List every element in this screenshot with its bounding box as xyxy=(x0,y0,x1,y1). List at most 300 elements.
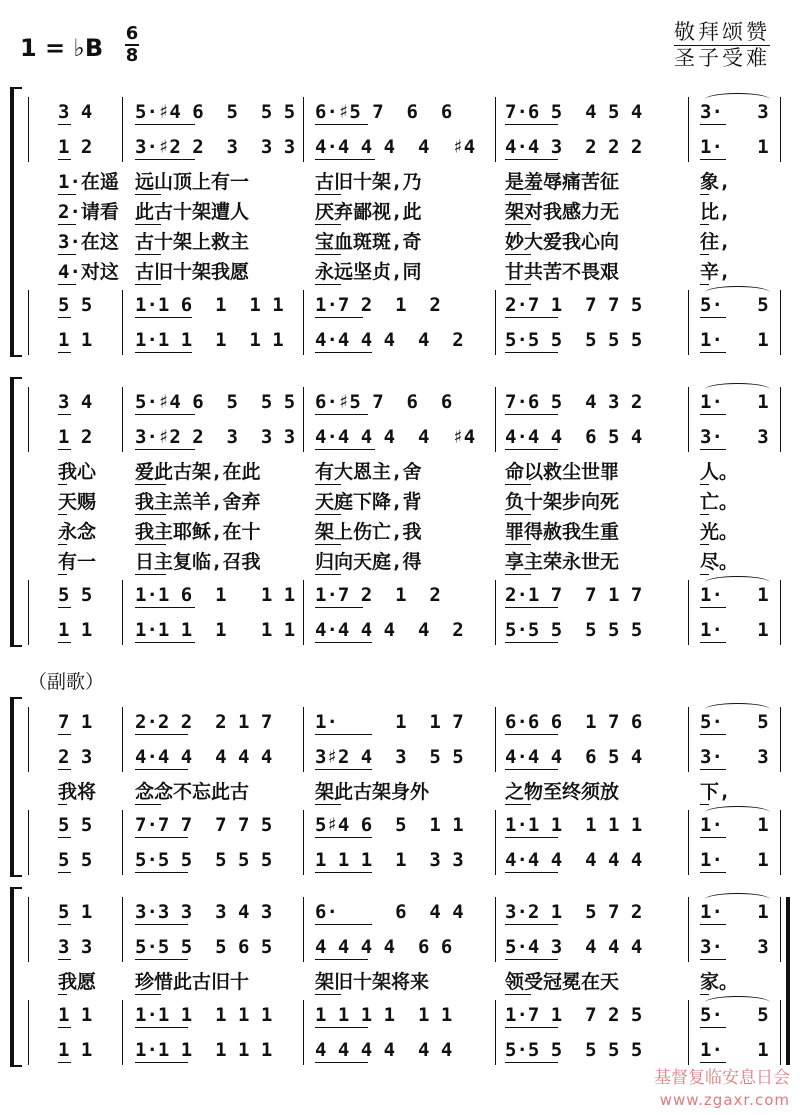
beam-underline xyxy=(135,414,195,415)
notation-measure: 1· 1 xyxy=(700,391,769,413)
upper-staff-line xyxy=(0,707,800,737)
notation-measure: 5· 5 xyxy=(700,1004,769,1026)
beam-underline xyxy=(58,544,67,545)
beam-underline xyxy=(700,317,726,318)
notation-measure: 4·4 4 6 5 4 xyxy=(505,746,643,768)
notation-measure: 3·在这 xyxy=(58,231,119,253)
tie-arc xyxy=(705,806,770,819)
beam-underline xyxy=(315,1062,368,1063)
notation-measure: 1 1 1 1 3 3 xyxy=(315,849,464,871)
beam-underline xyxy=(315,224,341,225)
beam-underline xyxy=(315,734,372,735)
upper-staff-line xyxy=(0,97,800,127)
notation-measure: 甘共苦不畏艰 xyxy=(505,261,620,283)
notation-measure: 1·1 6 1 1 1 xyxy=(135,584,296,606)
notation-measure: 宝血斑斑,奇 xyxy=(315,231,422,253)
notation-measure: 1·1 1 1 1 1 xyxy=(135,1039,273,1061)
notation-measure: 2·请看 xyxy=(58,201,119,223)
beam-underline xyxy=(135,574,166,575)
beam-underline xyxy=(135,317,192,318)
beam-underline xyxy=(315,414,368,415)
notation-measure: 架对我感力无 xyxy=(505,201,620,223)
beam-underline xyxy=(58,837,71,838)
notation-measure: 6·♯5 7 6 6 xyxy=(315,391,453,413)
beam-underline xyxy=(505,994,531,995)
notation-measure: 1 1 xyxy=(58,1004,93,1026)
beam-underline xyxy=(58,254,76,255)
upper-staff-line xyxy=(0,487,800,517)
beam-underline xyxy=(58,484,67,485)
lower-staff-line xyxy=(0,845,800,875)
beam-underline xyxy=(700,574,709,575)
notation-measure: 1· 1 xyxy=(700,901,769,923)
beam-underline xyxy=(505,804,531,805)
notation-measure: 人。 xyxy=(700,461,739,483)
watermark-line1: 基督复临安息日会 xyxy=(654,1068,790,1088)
beam-underline xyxy=(505,449,558,450)
notation-measure: 我主耶稣,在十 xyxy=(135,521,261,543)
beam-underline xyxy=(505,1027,558,1028)
upper-staff-line xyxy=(0,227,800,257)
beam-underline xyxy=(135,872,188,873)
beam-underline xyxy=(700,1027,726,1028)
beam-underline xyxy=(700,837,726,838)
upper-staff-line xyxy=(0,257,800,287)
beam-underline xyxy=(700,484,709,485)
notation-measure: 尽。 xyxy=(700,551,739,573)
notation-measure: 5 1 xyxy=(58,901,93,923)
beam-underline xyxy=(700,414,726,415)
beam-underline xyxy=(135,254,161,255)
score-system xyxy=(0,85,800,355)
beam-underline xyxy=(135,544,166,545)
notation-measure: 架此古架身外 xyxy=(315,781,430,803)
notation-measure: 5·5 5 5 5 5 xyxy=(505,619,643,641)
notation-measure: 3♯2 4 3 5 5 xyxy=(315,746,464,768)
beam-underline xyxy=(315,352,372,353)
beam-underline xyxy=(700,994,709,995)
notation-measure: 4·4 4 4 4 4 xyxy=(505,849,643,871)
notation-measure: 是羞辱痛苦征 xyxy=(505,171,620,193)
beam-underline xyxy=(135,769,188,770)
notation-measure: 我心 xyxy=(58,461,97,483)
watermark xyxy=(654,1067,790,1111)
notation-measure: 6·6 6 1 7 6 xyxy=(505,711,643,733)
notation-measure: 4·4 4 4 4 ♯4 xyxy=(315,426,476,448)
beam-underline xyxy=(135,607,195,608)
notation-measure: 1· 1 xyxy=(700,619,769,641)
tie-arc xyxy=(705,286,770,299)
watermark-line2: www.zgaxr.com xyxy=(659,1091,790,1109)
beam-underline xyxy=(700,1062,726,1063)
notation-measure: 4 4 4 4 6 6 xyxy=(315,936,453,958)
beam-underline xyxy=(505,254,531,255)
notation-measure: 罪得赦我生重 xyxy=(505,521,620,543)
upper-staff-line xyxy=(0,167,800,197)
notation-measure: 妙大爱我心向 xyxy=(505,231,620,253)
notation-measure: 3·2 1 5 7 2 xyxy=(505,901,643,923)
notation-measure: 5·5 5 5 5 5 xyxy=(505,1039,643,1061)
beam-underline xyxy=(315,607,363,608)
beam-underline xyxy=(315,924,372,925)
notation-measure: 比, xyxy=(700,201,731,223)
notation-measure: 4·4 4 6 5 4 xyxy=(505,426,643,448)
beam-underline xyxy=(58,1062,71,1063)
upper-staff-line xyxy=(0,897,800,927)
notation-measure: 1 1 xyxy=(58,329,93,351)
upper-staff-line xyxy=(0,547,800,577)
score-system xyxy=(0,695,800,875)
beam-underline xyxy=(135,924,188,925)
beam-underline xyxy=(315,574,341,575)
notation-measure: 命以救尘世罪 xyxy=(505,461,620,483)
beam-underline xyxy=(700,804,709,805)
notation-measure: 3 4 xyxy=(58,391,93,413)
notation-measure: 象, xyxy=(700,171,731,193)
notation-measure: 下, xyxy=(700,781,731,803)
beam-underline xyxy=(700,254,709,255)
notation-measure: 爱此古架,在此 xyxy=(135,461,261,483)
notation-measure: 3·3 3 3 4 3 xyxy=(135,901,273,923)
beam-underline xyxy=(700,734,726,735)
notation-measure: 1·1 1 1 1 1 xyxy=(135,619,296,641)
notation-measure: 古十架上救主 xyxy=(135,231,250,253)
notation-measure: 亡。 xyxy=(700,491,739,513)
beam-underline xyxy=(505,959,558,960)
tie-arc xyxy=(705,996,770,1009)
beam-underline xyxy=(315,159,375,160)
beam-underline xyxy=(505,317,558,318)
beam-underline xyxy=(58,769,71,770)
beam-underline xyxy=(700,544,709,545)
lower-staff-line xyxy=(0,290,800,320)
beam-underline xyxy=(135,449,195,450)
notation-measure: 3 4 xyxy=(58,101,93,123)
notation-measure: 厌弃鄙视,此 xyxy=(315,201,422,223)
notation-measure: 5·4 3 4 4 4 xyxy=(505,936,643,958)
notation-measure: 远山顶上有一 xyxy=(135,171,250,193)
beam-underline xyxy=(58,804,67,805)
notation-measure: 日主复临,召我 xyxy=(135,551,261,573)
beam-underline xyxy=(505,194,531,195)
beam-underline xyxy=(58,607,71,608)
notation-measure: 1·7 2 1 2 xyxy=(315,584,441,606)
beam-underline xyxy=(135,1027,188,1028)
beam-underline xyxy=(700,769,726,770)
beam-underline xyxy=(700,449,726,450)
notation-measure: 5·5 5 5 5 5 xyxy=(505,329,643,351)
chorus-label: （副歌） xyxy=(28,671,105,693)
beam-underline xyxy=(505,607,558,608)
notation-measure: 归向天庭,得 xyxy=(315,551,422,573)
beam-underline xyxy=(58,124,71,125)
beam-underline xyxy=(315,544,341,545)
beam-underline xyxy=(135,959,188,960)
notation-measure: 2 3 xyxy=(58,746,93,768)
score-system xyxy=(0,375,800,645)
notation-measure: 永远坚贞,同 xyxy=(315,261,422,283)
notation-measure: 1· 1 xyxy=(700,1039,769,1061)
notation-measure: 2·7 1 7 7 5 xyxy=(505,294,643,316)
notation-measure: 5· 5 xyxy=(700,711,769,733)
notation-measure: 辛, xyxy=(700,261,731,283)
notation-measure: 有大恩主,舍 xyxy=(315,461,422,483)
meter-top: 6 xyxy=(125,23,139,44)
notation-measure: 3· 3 xyxy=(700,101,769,123)
notation-measure: 有一 xyxy=(58,551,97,573)
notation-measure: 4·4 4 4 4 4 xyxy=(135,746,273,768)
beam-underline xyxy=(505,159,558,160)
notation-measure: 家。 xyxy=(700,971,739,993)
notation-measure: 6· 6 4 4 xyxy=(315,901,464,923)
beam-underline xyxy=(505,124,558,125)
beam-underline xyxy=(505,769,558,770)
notation-measure: 4·4 4 4 4 2 xyxy=(315,329,464,351)
upper-staff-line xyxy=(0,422,800,452)
notation-measure: 3· 3 xyxy=(700,426,769,448)
notation-measure: 之物至终须放 xyxy=(505,781,620,803)
notation-measure: 1· 1 xyxy=(700,814,769,836)
notation-measure: 1 1 xyxy=(58,1039,93,1061)
beam-underline xyxy=(135,284,161,285)
beam-underline xyxy=(58,1027,71,1028)
notation-measure: 5·5 5 5 6 5 xyxy=(135,936,273,958)
notation-measure: 1·7 1 7 2 5 xyxy=(505,1004,643,1026)
beam-underline xyxy=(315,642,372,643)
beam-underline xyxy=(700,959,726,960)
notation-measure: 1· 1 xyxy=(700,584,769,606)
notation-measure: 1 2 xyxy=(58,426,93,448)
upper-staff-line xyxy=(0,457,800,487)
beam-underline xyxy=(315,872,372,873)
notation-measure: 3· 3 xyxy=(700,936,769,958)
key-signature: 1 = ♭B xyxy=(20,34,104,62)
beam-underline xyxy=(58,352,71,353)
upper-staff-line xyxy=(0,932,800,962)
beam-underline xyxy=(505,1062,558,1063)
notation-measure: 5·♯4 6 5 5 5 xyxy=(135,101,296,123)
beam-underline xyxy=(135,484,166,485)
beam-underline xyxy=(315,254,341,255)
notation-measure: 负十架步向死 xyxy=(505,491,620,513)
upper-staff-line xyxy=(0,517,800,547)
notation-measure: 3·♯2 2 3 3 3 xyxy=(135,136,296,158)
notation-measure: 7 1 xyxy=(58,711,93,733)
beam-underline xyxy=(700,514,709,515)
beam-underline xyxy=(58,449,71,450)
notation-measure: 4·4 4 4 4 ♯4 xyxy=(315,136,476,158)
beam-underline xyxy=(700,872,726,873)
notation-measure: 往, xyxy=(700,231,731,253)
notation-measure: 4·4 3 2 2 2 xyxy=(505,136,643,158)
beam-underline xyxy=(315,837,372,838)
beam-underline xyxy=(505,352,558,353)
beam-underline xyxy=(315,804,341,805)
beam-underline xyxy=(315,994,341,995)
beam-underline xyxy=(315,514,341,515)
beam-underline xyxy=(58,959,71,960)
beam-underline xyxy=(58,284,76,285)
tie-arc xyxy=(705,93,770,106)
upper-staff-line xyxy=(0,132,800,162)
notation-measure: 架上伤亡,我 xyxy=(315,521,422,543)
notation-measure: 4 4 4 4 4 4 xyxy=(315,1039,453,1061)
beam-underline xyxy=(315,1027,368,1028)
notation-measure: 念念不忘此古 xyxy=(135,781,250,803)
notation-measure: 享主荣永世无 xyxy=(505,551,620,573)
beam-underline xyxy=(505,734,558,735)
beam-underline xyxy=(505,414,558,415)
beam-underline xyxy=(58,994,67,995)
beam-underline xyxy=(315,484,341,485)
beam-underline xyxy=(700,924,726,925)
beam-underline xyxy=(135,514,166,515)
score-system xyxy=(0,885,800,1065)
beam-underline xyxy=(315,284,341,285)
lower-staff-line xyxy=(0,580,800,610)
beam-underline xyxy=(135,352,192,353)
beam-underline xyxy=(58,224,76,225)
beam-underline xyxy=(135,837,188,838)
notation-measure: 2·1 7 7 1 7 xyxy=(505,584,643,606)
beam-underline xyxy=(135,642,195,643)
upper-staff-line xyxy=(0,777,800,807)
hymn-category xyxy=(674,20,770,71)
beam-underline xyxy=(505,642,558,643)
notation-measure: 1· 1 xyxy=(700,849,769,871)
notation-measure: 1·7 2 1 2 xyxy=(315,294,441,316)
upper-staff-line xyxy=(0,967,800,997)
upper-staff-line xyxy=(0,197,800,227)
beam-underline xyxy=(700,194,709,195)
beam-underline xyxy=(135,804,161,805)
notation-measure: 1· 1 1 7 xyxy=(315,711,464,733)
notation-measure: 古旧十架,乃 xyxy=(315,171,422,193)
upper-staff-line xyxy=(0,742,800,772)
notation-measure: 古旧十架我愿 xyxy=(135,261,250,283)
category-2: 圣子受难 xyxy=(674,46,770,70)
notation-measure: 领受冠冕在天 xyxy=(505,971,620,993)
beam-underline xyxy=(135,159,195,160)
beam-underline xyxy=(505,837,558,838)
beam-underline xyxy=(135,734,188,735)
beam-underline xyxy=(505,924,558,925)
notation-measure: 5♯4 6 5 1 1 xyxy=(315,814,464,836)
beam-underline xyxy=(58,414,71,415)
beam-underline xyxy=(135,1062,188,1063)
beam-underline xyxy=(505,514,531,515)
beam-underline xyxy=(58,734,71,735)
notation-measure: 1·在遥 xyxy=(58,171,119,193)
notation-measure: 5 5 xyxy=(58,584,93,606)
meter-bottom: 8 xyxy=(125,45,139,66)
beam-underline xyxy=(700,607,726,608)
lower-staff-line xyxy=(0,1000,800,1030)
beam-underline xyxy=(58,194,76,195)
beam-underline xyxy=(58,924,71,925)
beam-underline xyxy=(505,284,531,285)
category-1: 敬拜颂赞 xyxy=(674,20,770,44)
notation-measure: 我主羔羊,舍弃 xyxy=(135,491,261,513)
beam-underline xyxy=(700,224,709,225)
beam-underline xyxy=(700,352,726,353)
notation-measure: 5 5 xyxy=(58,849,93,871)
notation-measure: 3 3 xyxy=(58,936,93,958)
beam-underline xyxy=(700,124,726,125)
lower-staff-line xyxy=(0,615,800,645)
lower-staff-line xyxy=(0,1035,800,1065)
beam-underline xyxy=(58,642,71,643)
notation-measure: 我将 xyxy=(58,781,97,803)
notation-measure: 1 2 xyxy=(58,136,93,158)
beam-underline xyxy=(505,224,531,225)
notation-measure: 永念 xyxy=(58,521,97,543)
notation-measure: 1 1 xyxy=(58,619,93,641)
beam-underline xyxy=(58,514,67,515)
beam-underline xyxy=(505,574,531,575)
notation-measure: 5· 5 xyxy=(700,294,769,316)
beam-underline xyxy=(315,449,375,450)
notation-measure: 此古十架遭人 xyxy=(135,201,250,223)
lower-staff-line xyxy=(0,810,800,840)
upper-staff-line xyxy=(0,387,800,417)
beam-underline xyxy=(315,317,363,318)
beam-underline xyxy=(700,642,726,643)
time-signature xyxy=(125,24,139,66)
notation-measure: 4·对这 xyxy=(58,261,119,283)
tie-arc xyxy=(705,893,770,906)
beam-underline xyxy=(700,284,709,285)
lower-staff-line xyxy=(0,325,800,355)
notation-measure: 2·2 2 2 1 7 xyxy=(135,711,273,733)
beam-underline xyxy=(700,159,726,160)
beam-underline xyxy=(58,317,71,318)
beam-underline xyxy=(135,224,161,225)
notation-measure: 5·5 5 5 5 5 xyxy=(135,849,273,871)
notation-measure: 1·1 1 1 1 1 xyxy=(135,329,284,351)
beam-underline xyxy=(315,124,368,125)
notation-measure: 光。 xyxy=(700,521,739,543)
notation-measure: 1·1 1 1 1 1 xyxy=(135,1004,273,1026)
notation-measure: 1·1 6 1 1 1 xyxy=(135,294,284,316)
notation-measure: 7·7 7 7 7 5 xyxy=(135,814,273,836)
notation-measure: 我愿 xyxy=(58,971,97,993)
beam-underline xyxy=(135,194,161,195)
tie-arc xyxy=(705,576,770,589)
notation-measure: 7·6 5 4 3 2 xyxy=(505,391,643,413)
beam-underline xyxy=(315,194,341,195)
beam-underline xyxy=(58,159,71,160)
notation-measure: 天庭下降,背 xyxy=(315,491,422,513)
notation-measure: 1· 1 xyxy=(700,329,769,351)
notation-measure: 珍惜此古旧十 xyxy=(135,971,250,993)
notation-measure: 1· 1 xyxy=(700,136,769,158)
notation-measure: 5·♯4 6 5 5 5 xyxy=(135,391,296,413)
beam-underline xyxy=(58,574,67,575)
beam-underline xyxy=(135,994,161,995)
notation-measure: 5 5 xyxy=(58,814,93,836)
beam-underline xyxy=(58,872,71,873)
beam-underline xyxy=(315,959,368,960)
notation-measure: 4·4 4 4 4 2 xyxy=(315,619,464,641)
tie-arc xyxy=(705,703,770,716)
notation-measure: 1·1 1 1 1 1 xyxy=(505,814,643,836)
notation-measure: 架旧十架将来 xyxy=(315,971,430,993)
beam-underline xyxy=(135,124,195,125)
beam-underline xyxy=(505,484,531,485)
beam-underline xyxy=(315,769,372,770)
notation-measure: 3· 3 xyxy=(700,746,769,768)
